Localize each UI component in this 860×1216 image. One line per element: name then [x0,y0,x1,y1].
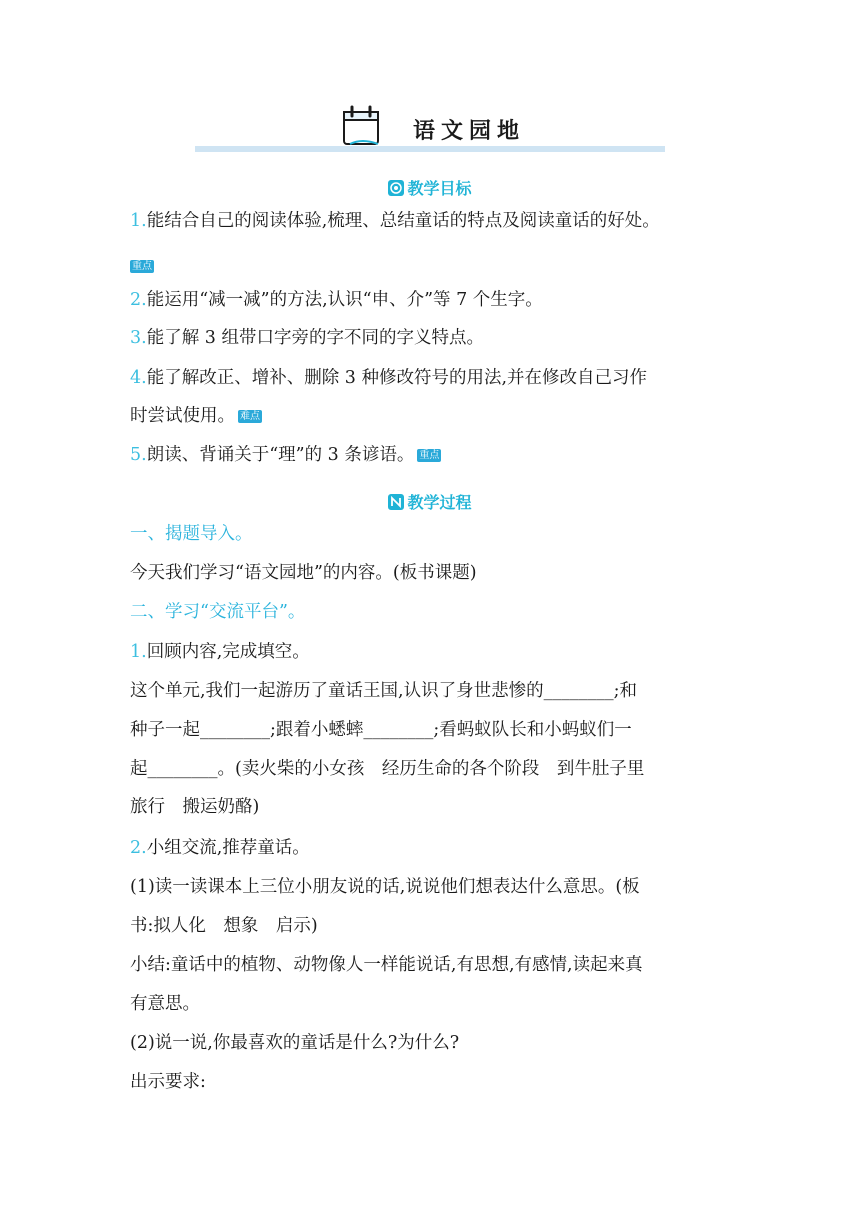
step-1-text: 回顾内容,完成填空。 [146,642,310,662]
goal-4-text-cont: 时尝试使用。 [130,406,235,426]
process-icon [388,494,404,510]
goal-1 [130,209,660,233]
goal-3 [130,326,484,350]
difficulty-badge: 难点 [240,411,260,422]
target-icon [388,180,404,196]
calendar-icon [340,104,384,148]
question-1-line-2: 书:拟人化 想象 启示) [130,916,318,936]
page-title: 语文园地 [413,119,526,144]
goal-5 [130,443,441,467]
summary-line-1: 小结:童话中的植物、动物像人一样能说话,有思想,有感情,读起来真 [130,955,643,975]
section-process-heading [0,490,860,513]
fill-blank-line-1: 这个单元,我们一起游历了童话王国,认识了身世悲惨的________;和 [130,681,638,701]
goal-4 [130,366,647,390]
fill-blank-line-3: 起________。(卖火柴的小女孩 经历生命的各个阶段 到牛肚子里 [130,759,645,779]
goal-4-number: 4. [130,368,147,388]
key-point-badge: 重点 [132,261,152,272]
question-2: (2)说一说,你最喜欢的童话是什么?为什么? [130,1033,460,1053]
step-1-number: 1. [130,642,147,662]
summary-line-2: 有意思。 [130,994,200,1014]
section-process-title: 教学过程 [407,493,472,512]
header-underline [195,146,665,152]
goal-3-number: 3. [130,328,147,348]
process-heading-1: 一、揭题导入。 [130,524,253,544]
process-heading-2: 二、学习“交流平台”。 [130,602,306,622]
page-header [195,98,665,158]
goal-5-text: 朗读、背诵关于“理”的 3 条谚语。 [146,445,415,465]
section-goals-heading [0,176,860,199]
fill-blank-line-2: 种子一起________;跟着小蟋蟀________;看蚂蚁队长和小蚂蚁们一 [130,720,632,740]
step-1 [130,640,310,664]
goal-3-text: 能了解 3 组带口字旁的字不同的字义特点。 [146,328,484,348]
goal-2 [130,288,543,312]
goal-5-number: 5. [130,445,147,465]
fill-blank-line-4: 旅行 搬运奶酪) [130,797,260,817]
goal-4-cont [130,404,262,428]
goal-1-text: 能结合自己的阅读体验,梳理、总结童话的特点及阅读童话的好处。 [146,211,660,231]
key-point-badge: 重点 [419,450,440,461]
step-2-number: 2. [130,838,147,858]
goal-1-badge-row [130,254,154,278]
goal-2-text: 能运用“减一减”的方法,认识“申、介”等 7 个生字。 [146,290,543,310]
section-goals-title: 教学目标 [407,179,472,198]
step-2 [130,836,310,860]
requirement-label: 出示要求: [130,1072,206,1092]
step-2-text: 小组交流,推荐童话。 [146,838,310,858]
process-paragraph-1: 今天我们学习“语文园地”的内容。(板书课题) [130,563,477,583]
goal-1-number: 1. [130,211,147,231]
goal-2-number: 2. [130,290,147,310]
goal-4-text: 能了解改正、增补、删除 3 种修改符号的用法,并在修改自己习作 [146,368,648,388]
question-1-line-1: (1)读一读课本上三位小朋友说的话,说说他们想表达什么意思。(板 [130,877,640,897]
